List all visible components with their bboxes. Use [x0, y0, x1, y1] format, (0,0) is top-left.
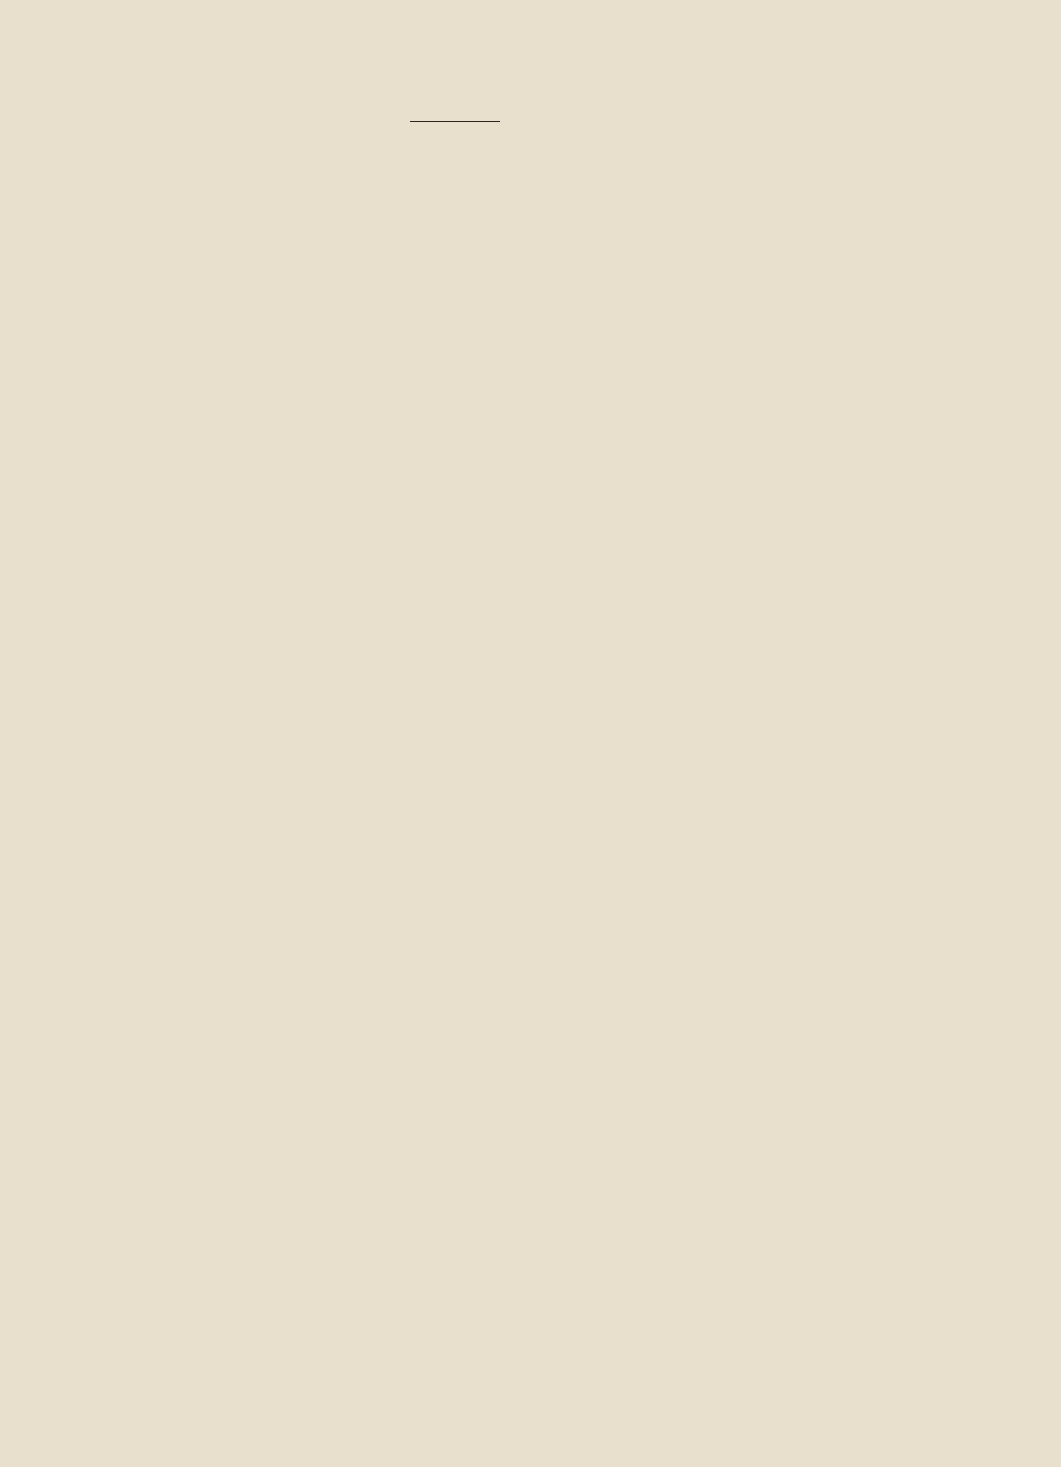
page-number-rule	[410, 121, 500, 122]
